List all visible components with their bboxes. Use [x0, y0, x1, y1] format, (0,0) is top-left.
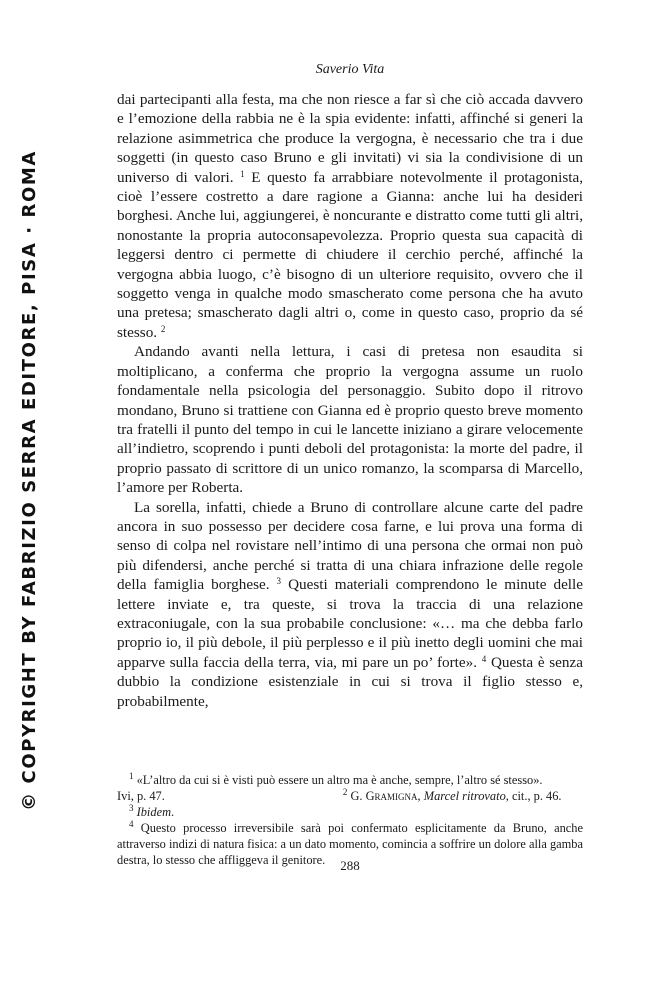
footnote: [117, 804, 583, 820]
text-run: La sorella, infatti, chiede a Bruno di controllare alcune carte del padre ancora in suo possesso per decidere cosa farne, e lui prova una forma di senso di colpa nel rovistare nell’intimo di una persona che ormai non può più difendersi, anche perché si tratta di una chiara infrazione delle regole della famiglia borghese.: [117, 498, 583, 594]
paragraph: [117, 90, 583, 342]
note-reference: 2: [160, 323, 166, 334]
footnote: [117, 788, 583, 804]
paragraph: [117, 342, 583, 497]
text-run: Andando avanti nella lettura, i casi di pretesa non esaudita si moltiplicano, a conferma che proprio la vergogna assume un ruolo fondamentale nella psicologia del personaggio. Subito dopo il ritrovo mondano, Bruno si trattiene con Gianna ed è proprio questo breve momento tra fratelli il punto del tempo in cui le lancette iniziano a girare velocemente all’indietro, scoprendo i punti deboli del protagonista: la morte del padre, il proprio passato di scrittore di un unico romanzo, la scomparsa di Marcello, l’amore per Roberta.: [117, 343, 583, 497]
text-run: Questi materiali comprendono le minute delle lettere inviate e, tra queste, si trova la traccia di una relazione extraconiugale, con la sua probabile conclusione: «… ma che debba farlo proprio io, il più debole, il più perplesso e il più inetto degli uomini che mai apparve sulla faccia della terra, via, mi pare un po’ forte».: [117, 576, 583, 671]
note-reference: 2: [342, 787, 348, 797]
body-text: [117, 90, 583, 711]
running-head-author: Saverio Vita: [315, 62, 385, 77]
note-reference: 1: [240, 168, 245, 179]
italic-text: Marcel ritrovato: [423, 789, 506, 803]
copyright-watermark: [9, 149, 49, 811]
text-run: ,: [417, 789, 424, 803]
text-run: dai partecipanti alla festa, ma che non riesce a far sì che ciò accada davvero e l’emozione della rabbia ne è la spia evidente: infatti, affinché si generi la relazione asimmetrica che produce la vergogna, è necessario che tra i due soggetti (in questo caso Bruno e gli invitati) vi sia la condivisione di un universo di valori.: [117, 91, 583, 186]
italic-text: Ibidem: [136, 805, 172, 819]
note-reference: 4: [129, 819, 134, 829]
text-run: Questo processo irreversibile sarà poi confermato esplicitamente da Bruno, anche attraverso indizi di natura fisica: a un dato momento, comincia a soffrire un dolore alla gamba destra, lo stesso che affliggeva il genitore.: [117, 821, 583, 867]
note-reference: 3: [129, 803, 134, 813]
text-run: Ivi, p. 47.: [117, 789, 165, 803]
footnotes: [117, 772, 583, 868]
page-number: 288: [340, 858, 360, 873]
copyright-text: © COPYRIGHT BY FABRIZIO SERRA EDITORE, PISA · ROMA: [18, 149, 40, 811]
text-run: Questa è senza dubbio la condizione esistenziale in cui si trova il figlio stesso e, probabilmente,: [117, 653, 583, 710]
text-run: .: [171, 805, 175, 819]
note-reference: 3: [276, 576, 282, 587]
paragraph: [117, 498, 583, 711]
text-run: G.: [347, 789, 366, 803]
author-name: Gramigna: [365, 789, 418, 803]
note-reference: 1: [129, 771, 134, 781]
footnote: [117, 772, 583, 788]
text-run: , cit., p. 46.: [505, 789, 562, 803]
text-run: E questo fa arrabbiare notevolmente il protagonista, cioè l’essere costretto a dare ragione a Gianna: anche lui ha desideri borghesi. Anche lui, aggiungerei, è noncurante e distratto come tutti gli altri, nonostante la propria autoconsapevolezza. Proprio questa sua capacità di leggersi dentro ci permette di chiudere il cerchio perché, affinché la vergogna abbia luogo, c’è bisogno di un ulteriore requisito, ovvero che il soggetto venga in qualche modo smascherato come persona che ha avuto una pretesa; smascherato dagli altri o, come in questo caso, proprio da sé stesso.: [117, 168, 584, 341]
text-run: «L’altro da cui si è visti può essere un altro ma è anche, sempre, l’altro sé stesso».: [133, 773, 543, 787]
note-reference: 4: [481, 653, 487, 664]
